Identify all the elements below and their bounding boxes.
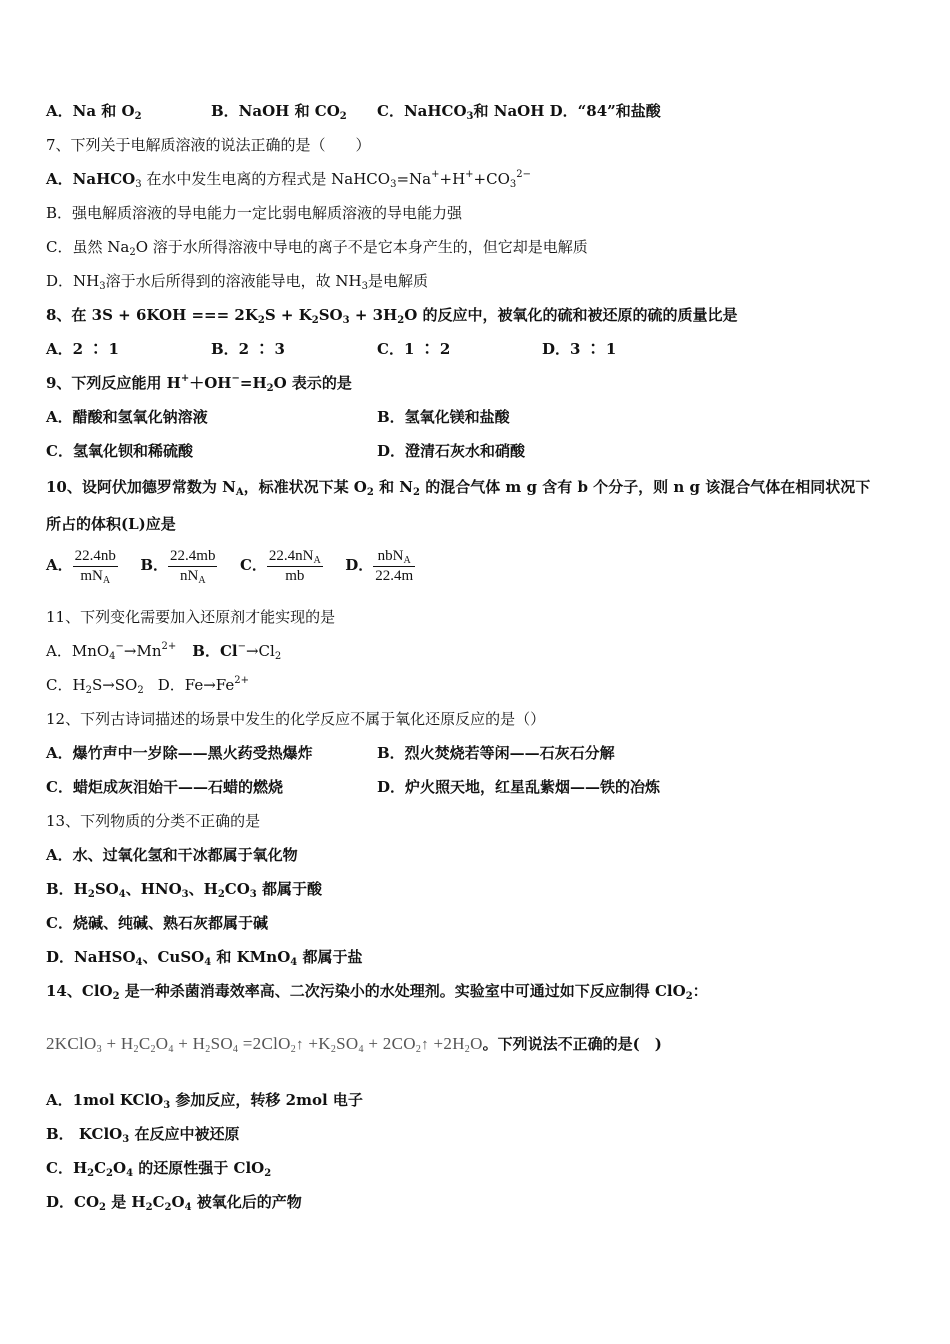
q8-stem: 8、在 3S + 6KOH === $2K_2S + K_2SO_3 + 3H_2O$ 的反应中，被氧化的硫和被还原的硫的质量比是: [46, 306, 738, 326]
q10-option-b-label: B．: [140, 556, 169, 574]
q9-option-c: C．氢氧化钡和稀硫酸: [46, 442, 193, 460]
q11-options-ab: A．$MnO_4^-\to Mn^{2+}$ B．$Cl^-\to Cl_2$: [46, 641, 282, 662]
q11-options-cd: C．$H_2S\to SO_2$ D．$Fe\to Fe^{2+}$: [46, 675, 250, 696]
q10-option-a-fraction: $\frac{22.4nb}{mN_A}$: [74, 547, 116, 586]
q12-stem: 12、下列古诗词描述的场景中发生的化学反应不属于氧化还原反应的是（）: [46, 710, 546, 728]
q10-stem: 10、设阿伏加德罗常数为 $N_A$，标准状况下某 $O_2$ 和 $N_2$ 的混合气体 m g 含有 b 个分子，则 n g 该混合气体在相同状况下: [46, 478, 871, 498]
q12-option-b: B．烈火焚烧若等闲——石灰石分解: [377, 744, 615, 762]
q14-equation: 2KClO$_3$ + $H_2C_2O_4 + H_2SO_4$ =2ClO$_2$↑ $+K_2SO_4$ + $2CO_2↑ +2H_2O$: [46, 1034, 483, 1055]
q9-option-d: D．澄清石灰水和硝酸: [377, 442, 526, 460]
q14-option-a: A．1mol KClO$_3$ 参加反应，转移 2mol 电子: [46, 1091, 363, 1111]
q9-stem: 9、下列反应能用 $H^++OH^-=H_2O$ 表示的是: [46, 373, 352, 394]
q13-option-d: D．NaHSO$_4$、CuSO$_4$ 和 KMnO$_4$ 都属于盐: [46, 948, 363, 968]
q13-option-b: B．$H_2SO_4$、$HNO_3$、$H_2CO_3$ 都属于酸: [46, 880, 322, 900]
q7-option-b: B．强电解质溶液的导电能力一定比弱电解质溶液的导电能力强: [46, 204, 463, 222]
q13-option-a: A．水、过氧化氢和干冰都属于氧化物: [46, 846, 298, 864]
q6-option-a: A．Na 和 $O_2$: [46, 102, 142, 122]
q10-options: [46, 545, 415, 585]
q10-stem-line2: 所占的体积(L)应是: [46, 515, 176, 533]
q10-option-c-label: C．: [239, 556, 267, 574]
q8-option-d: D．3 ∶ 1: [542, 340, 617, 358]
q12-option-c: C．蜡炬成灰泪始干——石蜡的燃烧: [46, 778, 283, 796]
q14-option-c: C．$H_2C_2O_4$ 的还原性强于 ClO$_2$: [46, 1159, 272, 1179]
q14-stem: 14、ClO$_2$ 是一种杀菌消毒效率高、二次污染小的水处理剂。实验室中可通过如下反应制得 ClO$_2$：: [46, 982, 708, 1002]
q7-option-a: A．NaHCO$_3$ 在水中发生电离的方程式是 $NaHCO_3=Na^++H^++CO_3^{2-}$: [46, 169, 532, 190]
q6-option-b: B．NaOH 和 $CO_2$: [211, 102, 347, 122]
q13-option-c: C．烧碱、纯碱、熟石灰都属于碱: [46, 914, 268, 932]
q11-stem: 11、下列变化需要加入还原剂才能实现的是: [46, 608, 336, 626]
q14-option-d: D．$CO_2$ 是 $H_2C_2O_4$ 被氧化后的产物: [46, 1193, 302, 1213]
q10-option-d-fraction: $\frac{nbN_A}{22.4m}$: [375, 547, 414, 584]
q10-option-c-fraction: $\frac{22.4nN_A}{mb}$: [268, 547, 321, 584]
q9-option-a: A．醋酸和氢氧化钠溶液: [46, 408, 208, 426]
q7-stem: 7、下列关于电解质溶液的说法正确的是（ ）: [46, 136, 371, 154]
q14-equation-line: [46, 1032, 662, 1057]
q6-option-c-d: C．NaHCO$_3$和 NaOH D．“84”和盐酸: [377, 102, 661, 122]
q10-option-d-label: D．: [345, 556, 374, 574]
q14-option-b: B． KClO$_3$ 在反应中被还原: [46, 1125, 240, 1145]
q7-option-c: C．虽然 $Na_2O$ 溶于水所得溶液中导电的离子不是它本身产生的，但它却是电解质: [46, 238, 588, 258]
q7-option-d: D．$NH_3$溶于水后所得到的溶液能导电，故 $NH_3$是电解质: [46, 272, 428, 292]
q14-question: 。下列说法不正确的是( ): [482, 1035, 662, 1053]
q8-option-c: C．1 ∶ 2: [377, 340, 451, 358]
q10-option-a-label: A．: [46, 556, 73, 574]
q10-option-b-fraction: $\frac{22.4mb}{nN_A}$: [170, 547, 216, 586]
q12-option-a: A．爆竹声中一岁除——黑火药受热爆炸: [46, 744, 313, 762]
q8-option-b: B．2 ∶ 3: [211, 340, 285, 358]
q13-stem: 13、下列物质的分类不正确的是: [46, 812, 261, 830]
q9-option-b: B．氢氧化镁和盐酸: [377, 408, 510, 426]
q8-option-a: A．2 ∶ 1: [46, 340, 119, 358]
q12-option-d: D．炉火照天地，红星乱紫烟——铁的冶炼: [377, 778, 661, 796]
